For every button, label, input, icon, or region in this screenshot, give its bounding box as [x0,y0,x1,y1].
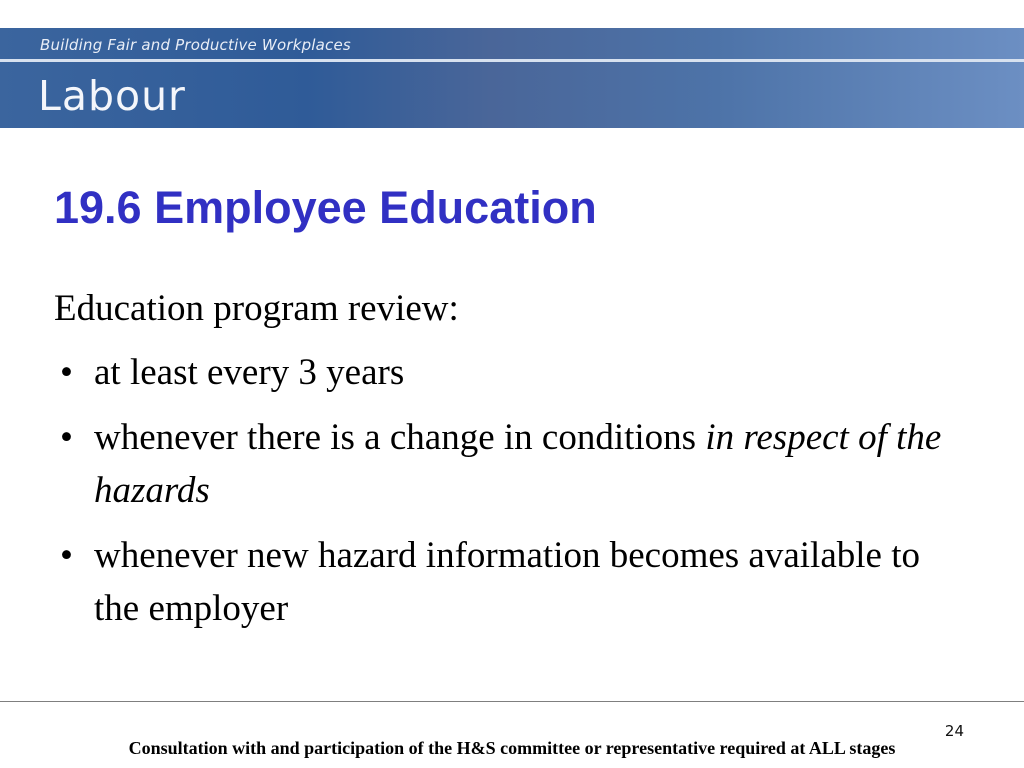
bullet-item [54,529,954,635]
bullet-text: whenever new hazard information becomes available to the employer [94,535,920,629]
header-banner [0,28,1024,128]
footer-divider [0,701,1024,702]
bullet-marker: • [60,417,73,458]
bullet-emphasis: in respect of the hazards [94,417,942,511]
banner-divider [0,59,1024,62]
bullet-list [54,346,954,635]
slide-body [54,282,954,647]
bullet-marker: • [60,535,73,576]
footer-note: Consultation with and participation of the H&S committee or representative required at ALL stages [128,738,896,758]
bullet-text: whenever there is a change in conditions [94,417,706,458]
brand-logo-text: Labour [38,72,186,120]
intro-text: Education program review: [54,288,459,329]
bullet-item [54,346,954,399]
page-number: 24 [944,722,964,740]
bullet-marker: • [60,352,73,393]
bullet-text: at least every 3 years [94,352,405,393]
banner-tagline: Building Fair and Productive Workplaces [40,36,351,54]
bullet-item [54,411,954,517]
slide-title: 19.6 Employee Education [54,182,597,233]
